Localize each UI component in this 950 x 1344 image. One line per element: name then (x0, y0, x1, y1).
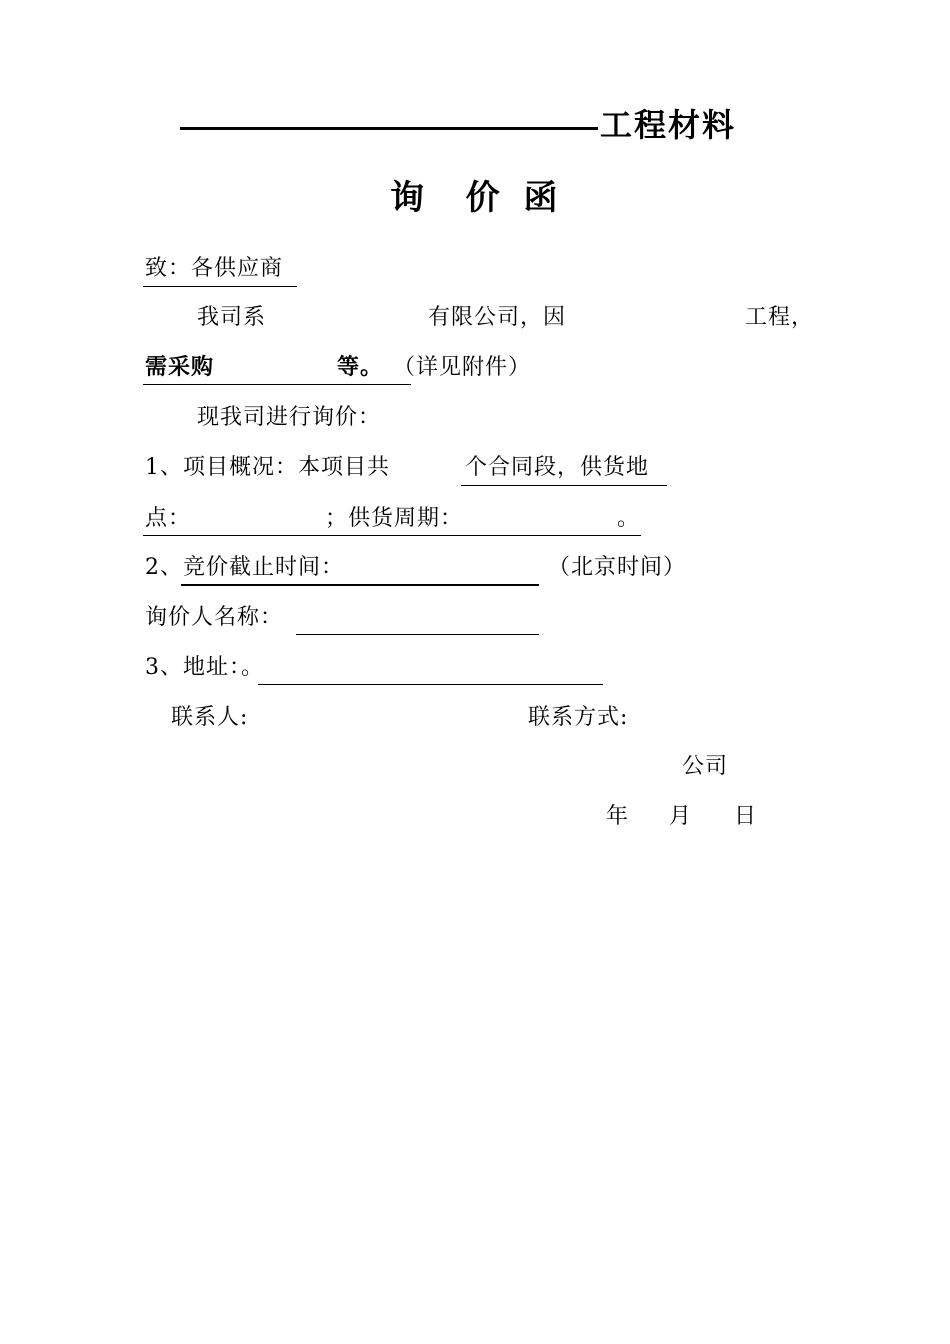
signature-year: 年 (606, 804, 630, 829)
inquiry-statement: 现我司进行询价： (197, 405, 382, 430)
item1-location-underline (143, 535, 641, 536)
attachment-note: （详见附件） (393, 355, 532, 380)
contact-person-label: 联系人: (171, 705, 249, 730)
salutation-underline (143, 286, 297, 287)
item3-label: 3、地址：。 (145, 655, 264, 680)
company-suffix: 有限公司，因 (428, 305, 567, 330)
inquirer-blank-line (296, 634, 539, 635)
item2-label: 2、竞价截止时间： (145, 555, 344, 580)
item2-timezone: （北京时间） (548, 555, 687, 580)
item1-period-end: 。 (617, 506, 641, 531)
project-name-blank-line (180, 127, 598, 130)
purchase-suffix: 等。 (337, 355, 384, 380)
signature-company: 公司 (682, 754, 729, 779)
signature-day: 日 (734, 804, 758, 829)
address-blank-line (258, 684, 603, 685)
purchase-underline (143, 384, 411, 385)
page-title: 询 价 函 (390, 178, 564, 218)
contact-method-label: 联系方式: (528, 705, 629, 730)
salutation: 致：各供应商 (145, 256, 284, 281)
header-project-suffix: 工程材料 (600, 106, 737, 144)
company-prefix: 我司系 (197, 305, 267, 330)
project-suffix: 工程， (745, 305, 815, 330)
signature-month: 月 (669, 804, 693, 829)
item1-period-label: ；供货周期： (325, 506, 464, 531)
item1-segments-underline (461, 485, 667, 486)
item1-location-label: 点： (145, 506, 192, 531)
inquirer-label: 询价人名称： (145, 605, 284, 630)
deadline-blank-line (181, 584, 539, 586)
item1-label: 1、项目概况：本项目共 (145, 455, 390, 480)
item1-segments: 个合同段，供货地 (465, 455, 650, 480)
purchase-prefix: 需采购 (145, 355, 215, 380)
